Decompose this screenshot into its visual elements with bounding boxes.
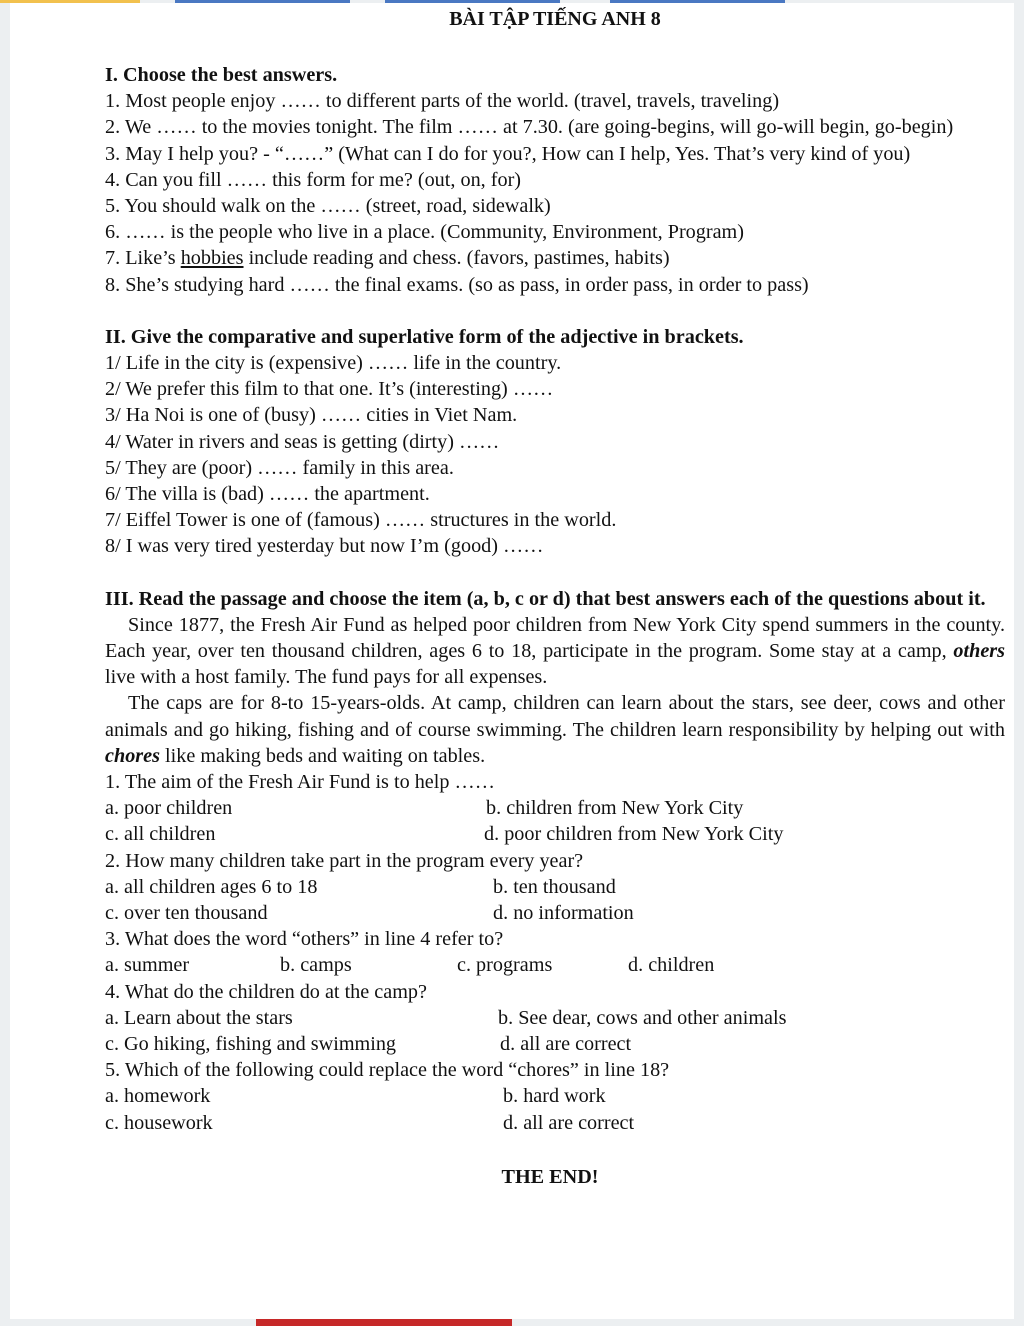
answer-option: a. summer [105, 954, 190, 977]
emphasized-word: others [953, 640, 1005, 663]
answer-options [105, 952, 1005, 978]
answer-option: c. Go hiking, fishing and swimming [105, 1033, 397, 1056]
question-item: 2. We …… to the movies tonight. The film …… at 7.30. (are going-begins, will go-will begin, go-begin) [105, 116, 954, 139]
underlined-word: hobbies [180, 247, 244, 270]
end-label: THE END! [501, 1165, 599, 1188]
answer-option: d. all are correct [500, 1033, 632, 1056]
answer-option: d. children [628, 954, 715, 977]
answer-option: a. Learn about the stars [105, 1006, 293, 1029]
answer-option: b. See dear, cows and other animals [498, 1006, 787, 1029]
answer-option: c. programs [457, 954, 553, 977]
answer-option: c. all children [105, 823, 216, 846]
text-segment: live with a host family. The fund pays for all expenses. [105, 666, 548, 689]
emphasized-word: chores [105, 744, 160, 767]
answer-options [105, 1031, 1005, 1057]
text-segment: 7. Like’s [105, 247, 181, 270]
exercise-item: 1/ Life in the city is (expensive) …… life in the country. [105, 352, 562, 375]
answer-option: d. no information [493, 902, 634, 925]
section-heading: III. Read the passage and choose the item (a, b, c or d) that best answers each of the questions about it. [105, 587, 986, 610]
section-heading: II. Give the comparative and superlative form of the adjective in brackets. [105, 325, 744, 348]
reading-question: 3. What does the word “others” in line 4 refer to? [105, 928, 504, 951]
section-3 [105, 586, 1005, 1136]
answer-options [105, 900, 1005, 926]
exercise-item: 4/ Water in rivers and seas is getting (dirty) …… [105, 430, 500, 453]
passage-paragraph [105, 612, 1005, 691]
answer-options [105, 1083, 1005, 1109]
reading-question: 2. How many children take part in the program every year? [105, 849, 584, 872]
answer-options [105, 874, 1005, 900]
question-item: 1. Most people enjoy …… to different parts of the world. (travel, travels, traveling) [105, 90, 780, 113]
section-heading: I. Choose the best answers. [105, 64, 338, 86]
exercise-item: 6/ The villa is (bad) …… the apartment. [105, 483, 430, 506]
answer-option: a. all children ages 6 to 18 [105, 875, 318, 898]
answer-option: b. hard work [503, 1085, 606, 1108]
document-content [105, 3, 1005, 1190]
question-item: 6. …… is the people who live in a place. (Community, Environment, Program) [105, 221, 744, 244]
answer-option: b. children from New York City [486, 797, 744, 820]
reading-question: 4. What do the children do at the camp? [105, 980, 427, 1003]
answer-option: c. housework [105, 1111, 213, 1134]
section-2 [105, 324, 1005, 560]
question-item [105, 245, 1005, 271]
answer-option: d. all are correct [503, 1111, 635, 1134]
question-item: 8. She’s studying hard …… the final exams. (so as pass, in order pass, in order to pass) [105, 273, 809, 296]
text-segment: include reading and chess. (favors, pastimes, habits) [243, 247, 670, 270]
section-1 [105, 62, 1005, 298]
reading-question: 5. Which of the following could replace the word “chores” in line 18? [105, 1059, 670, 1082]
document-page [10, 3, 1014, 1319]
question-item: 4. Can you fill …… this form for me? (out, on, for) [105, 168, 522, 191]
exercise-item: 7/ Eiffel Tower is one of (famous) …… structures in the world. [105, 509, 617, 532]
exercise-item: 3/ Ha Noi is one of (busy) …… cities in Viet Nam. [105, 404, 518, 427]
answer-option: b. camps [280, 954, 352, 977]
exercise-item: 8/ I was very tired yesterday but now I’m (good) …… [105, 535, 544, 558]
answer-option: b. ten thousand [493, 875, 616, 898]
answer-options [105, 795, 1005, 821]
answer-option: a. homework [105, 1085, 211, 1108]
progress-indicator [256, 1319, 512, 1326]
page-title: BÀI TẬP TIẾNG ANH 8 [449, 8, 661, 30]
answer-options [105, 821, 1005, 847]
answer-options [105, 1110, 1005, 1136]
exercise-item: 5/ They are (poor) …… family in this area. [105, 456, 454, 479]
text-segment: Since 1877, the Fresh Air Fund as helped poor children from New York City spend summers in the county. Each year, over ten thousand children, ages 6 to 18, participate in the program. Some stay at a camp, [105, 613, 1005, 663]
answer-options [105, 1005, 1005, 1031]
text-segment: like making beds and waiting on tables. [159, 744, 486, 767]
reading-question: 1. The aim of the Fresh Air Fund is to help …… [105, 771, 495, 794]
question-item: 3. May I help you? - “……” (What can I do for you?, How can I help, Yes. That’s very kind of you) [105, 142, 911, 165]
answer-option: d. poor children from New York City [484, 823, 784, 846]
question-item: 5. You should walk on the …… (street, road, sidewalk) [105, 195, 551, 218]
exercise-item: 2/ We prefer this film to that one. It’s (interesting) …… [105, 378, 554, 401]
answer-option: a. poor children [105, 797, 233, 820]
passage-paragraph [105, 690, 1005, 769]
answer-option: c. over ten thousand [105, 902, 268, 925]
text-segment: The caps are for 8-to 15-years-olds. At camp, children can learn about the stars, see deer, cows and other animals and go hiking, fishing and of course swimming. The children learn responsibility by helping out with [105, 692, 1005, 741]
